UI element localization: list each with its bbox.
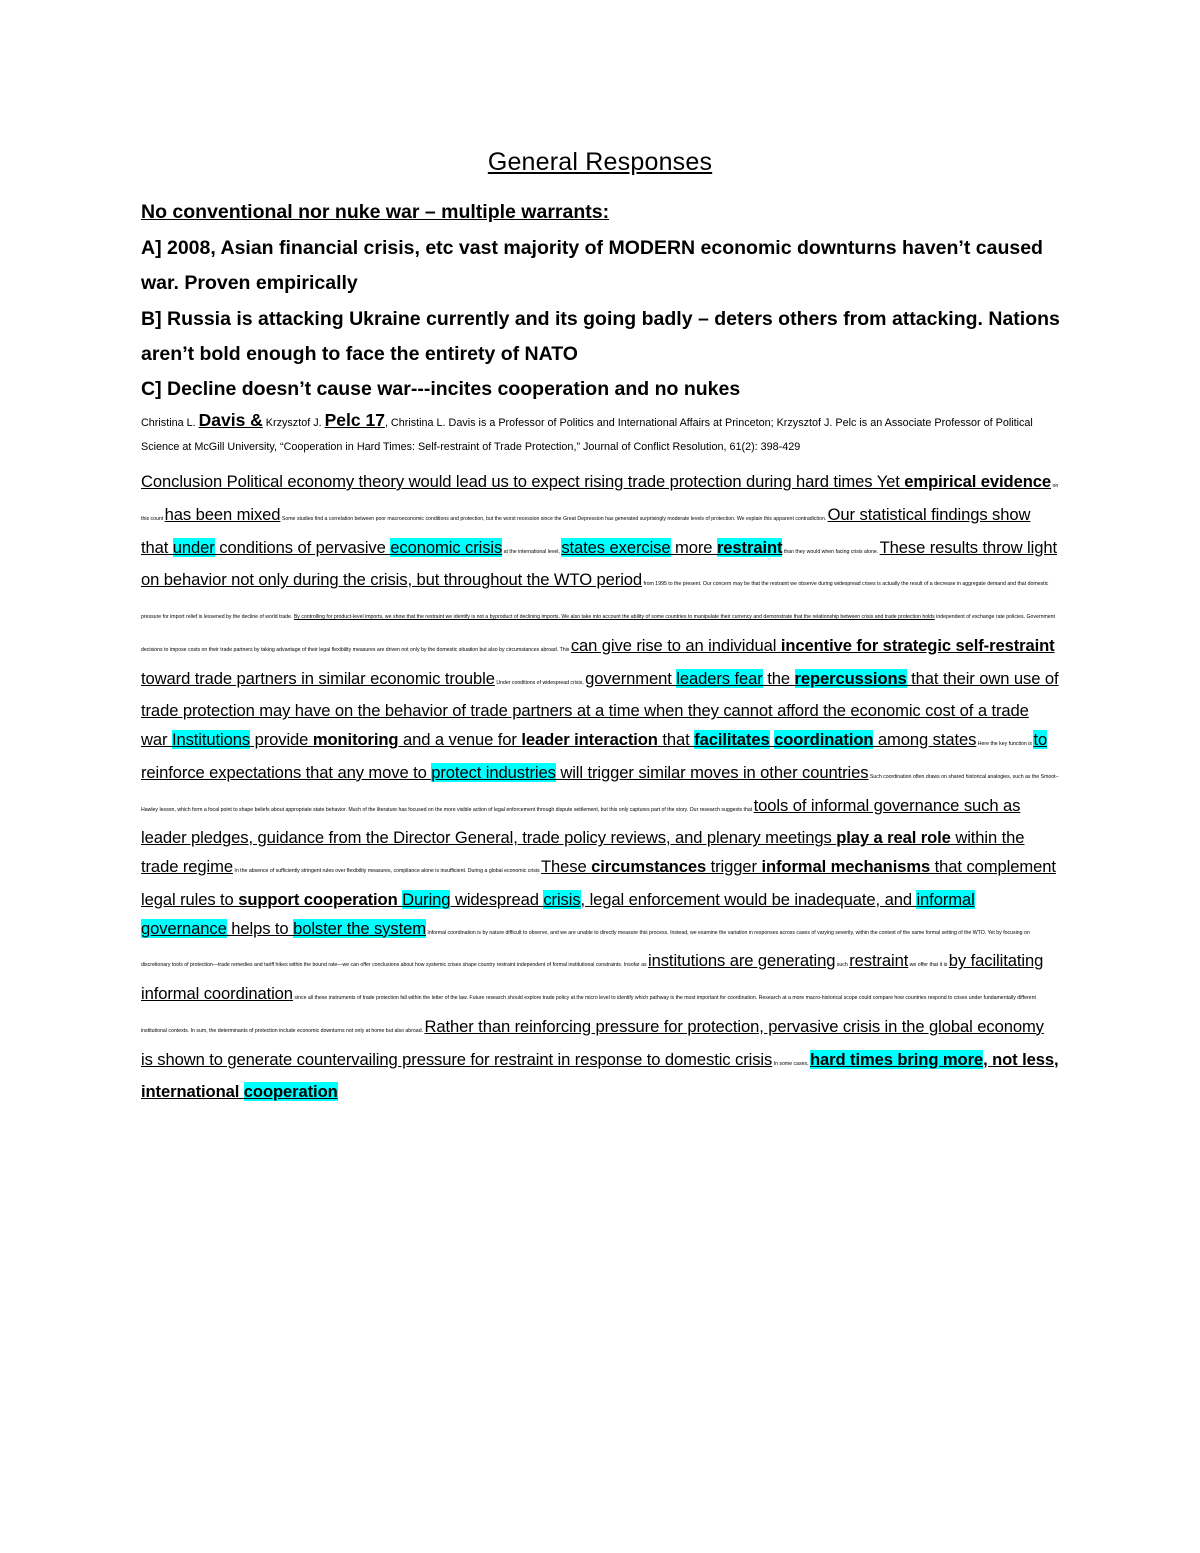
- card-run-highlighted-text: Institutions: [171, 730, 251, 749]
- card-run-underlined-text: Conclusion Political economy theory would lead us to expect rising trade protection during hard times: [141, 472, 873, 491]
- card-run-small-text: Such coordination often draws on shared historical analogies, such as the Smoot–Hawley lesson, which form a focal point to shape beliefs about appropriate state behavior. Much of the literature has focused on the more visible action of legal enforcement through dispute settlement, but this only captures part of the story. Our research suggests that: [141, 773, 1059, 813]
- card-run-highlighted-text: economic crisis: [390, 537, 503, 557]
- card-run-highlighted-text: bolster the system: [293, 918, 426, 938]
- card-run-emphasized-text: support cooperation: [238, 889, 398, 909]
- card-run-underlined-text: institutions are generating: [648, 951, 836, 971]
- card-run-underlined-text: more: [670, 537, 717, 557]
- card-run-underlined-text: within the trade regime: [141, 828, 1025, 876]
- card-run-underlined-text: that complement legal rules to: [141, 857, 1056, 909]
- card-run-underlined-text: toward trade partners in similar economic trouble: [141, 668, 495, 688]
- card-run-emphasized-text: leader interaction: [521, 730, 658, 749]
- card-run-underlined-text: Rather than reinforcing pressure for protection, pervasive crisis in the global economy is shown to generate countervailing pressure for restraint in response to domestic crisis: [141, 1016, 1044, 1069]
- card-run-underlined-text: These results throw light on behavior not only during the crisis, but throughout the WTO period: [141, 537, 1057, 590]
- card-run-small-text: In some cases,: [772, 1060, 810, 1067]
- card-run-underlined-text: by facilitating informal coordination: [141, 951, 1044, 1003]
- card-run-underlined-text: , legal enforcement would be inadequate, and: [580, 889, 917, 909]
- card-run-underlined-text: that: [657, 730, 695, 749]
- cite-details: , Christina L. Davis is a Professor of Politics and International Affairs at Princeton; Krzysztof J. Pelc is an Associate Professor of Political Science at McGill University, “Cooperation in Hard Times: Self-restraint of Trade Protection,” Journal of Conflict Resolution, 61(2): 398-429: [141, 417, 1033, 453]
- card-run-highlighted-text: crisis: [543, 889, 581, 909]
- card-run-highlighted-text: leaders fear: [676, 668, 763, 688]
- card-run-emphasized-text: circumstances: [591, 857, 707, 876]
- card-run-small-text: on this count: [141, 483, 1059, 522]
- card-run-small-text: independent of exchange rate policies. Government decisions to impose costs on their trade partners by taking advantage of their legal flexibility measures are driven not only by the domestic situation but also by circumstances abroad. This: [141, 614, 1055, 653]
- card-run-underlined-text: will trigger similar moves in other countries: [555, 762, 869, 782]
- card-run-small-text: than they would when facing crisis alone.: [782, 548, 880, 555]
- card-run-small-text: from 1995 to the present. Our concern may be that the restraint we observe during widespread crises is actually the result of a decrease in aggregate demand and that domestic pressure for import relief is lessened by the decline of world trade.: [141, 581, 1049, 620]
- card-run-small-text: at the international level,: [502, 548, 562, 555]
- card-run-emphasized-text: , not less, international: [141, 1049, 1059, 1102]
- card-run-emphasized-text: play a real role: [836, 828, 951, 848]
- card-run-small-text: In the absence of sufficiently stringent rules over flexibility measures, compliance alone is insufficient. During a global economic crisis: [232, 868, 542, 874]
- card-run-small-text: Some studies find a correlation between poor macroeconomic conditions and protection, but the worst recession since the Great Depression has generated surprisingly moderate levels of protection. We explain this apparent contradiction.: [280, 515, 828, 522]
- card-run-highlighted-text: under: [172, 537, 215, 557]
- cite-author-2: Pelc 17: [324, 410, 385, 430]
- card-run-underlined-text: that their own use of trade protection may have on the behavior of trade partners at a time when they cannot afford the economic cost of a trade war: [141, 668, 1059, 749]
- tagline-warrant-c: C] Decline doesn’t cause war---incites cooperation and no nukes: [141, 378, 741, 400]
- card-run-underlined-text: Our statistical findings show that: [141, 504, 1031, 557]
- card-run-underlined-text: helps to: [226, 918, 294, 938]
- card-run-highlighted-text: During: [402, 889, 451, 909]
- card-run-highlighted-emphasized-text: hard times bring more: [809, 1049, 984, 1069]
- card-run-highlighted-emphasized-text: facilitates: [694, 730, 770, 749]
- card-run-underlined-text: among states: [873, 730, 977, 749]
- card-run-emphasized-text: informal mechanisms: [761, 857, 931, 876]
- cite-author-1: Davis &: [198, 410, 263, 430]
- card-run-highlighted-emphasized-text: restraint: [716, 537, 783, 557]
- card-run-underlined-text: can give rise to an individual: [570, 635, 781, 655]
- evidence-card-body: [141, 468, 1059, 1107]
- tagline-warrant-a: A] 2008, Asian financial crisis, etc vast majority of MODERN economic downturns haven’t caused war. Proven empirically: [141, 237, 1043, 294]
- card-run-highlighted-text: states exercise: [561, 537, 671, 557]
- card-run-small-underlined-text: By controlling for product-level imports, we show that the restraint we identify is not a byproduct of declining imports. We also take into account the ability of some countries to manipulate their currency and demonstrate that the relationship between crisis and trade protection holds: [293, 614, 935, 620]
- card-run-emphasized-text: monitoring: [312, 730, 399, 749]
- card-run-small-text: we offer that it is: [908, 962, 949, 969]
- card-run-small-text: Here the key function is: [976, 741, 1034, 747]
- card-run-underlined-text: reinforce expectations that any move to: [141, 762, 432, 782]
- cite-prefix: Christina L.: [141, 417, 199, 429]
- card-run-highlighted-emphasized-text: coordination: [774, 730, 874, 749]
- card-run-small-text: since all these instruments of trade protection fall within the letter of the law. Future research should explore trade policy at the micro level to identify which pathway is the most important for coordination. Research at a more macro-historical scope could compare how countries respond to crises under fundamentally different institutional contexts. In sum, the determinants of protection include economic downturns not only at home but also abroad.: [141, 995, 1036, 1034]
- card-run-emphasized-text: empirical evidence: [904, 472, 1051, 491]
- card-run-emphasized-text: incentive for strategic self-restraint: [780, 635, 1055, 655]
- card-run-underlined-text: restraint: [849, 951, 909, 971]
- page-title: General Responses: [487, 148, 713, 176]
- card-run-underlined-text: conditions of pervasive: [214, 537, 391, 557]
- card-run-underlined-text: the: [762, 668, 795, 688]
- tagline-warrant-b: B] Russia is attacking Ukraine currently and its going badly – deters others from attacking. Nations aren’t bold enough to face the entirety of NATO: [141, 308, 1060, 365]
- card-run-underlined-text: widespread: [450, 889, 544, 909]
- card-run-underlined-text: Yet: [872, 472, 905, 491]
- card-run-underlined-text: trigger: [706, 857, 762, 876]
- card-run-small-text: Informal coordination is by nature difficult to observe, and we are unable to directly measure this process. Instead, we examine the variation in responses across cases of varying severity, within the context of the same formal setting of the WTO. Yet by focusing on discretionary tools of protection—trade remedies and tariff hikes within the bound rate—we can offer conclusions about how systemic crises shape country restraint independent of formal institutional constraints. Insofar as: [141, 929, 1030, 969]
- card-run-underlined-text: and a venue for: [398, 730, 522, 749]
- card-run-highlighted-text: informal governance: [141, 889, 975, 938]
- citation: [141, 408, 1056, 459]
- card-run-small-text: such: [835, 962, 850, 969]
- card-run-small-text: Under conditions of widespread crisis,: [494, 679, 586, 686]
- card-run-highlighted-emphasized-text: repercussions: [794, 668, 907, 688]
- tagline-main: No conventional nor nuke war – multiple warrants:: [141, 201, 610, 223]
- cite-middle: Krzysztof J.: [262, 417, 325, 429]
- card-run-underlined-text: has been mixed: [164, 504, 281, 524]
- card-run-underlined-text: These: [541, 857, 592, 876]
- card-run-underlined-text: provide: [250, 730, 313, 749]
- card-run-underlined-text: government: [585, 668, 677, 688]
- card-run-highlighted-emphasized-text: cooperation: [243, 1082, 338, 1102]
- card-run-highlighted-text: protect industries: [431, 762, 556, 782]
- card-run-highlighted-text: to: [1033, 730, 1048, 749]
- card-run-underlined-text: tools of informal governance such as leader pledges, guidance from the Director General, trade policy reviews, and plenary meetings: [141, 795, 1021, 848]
